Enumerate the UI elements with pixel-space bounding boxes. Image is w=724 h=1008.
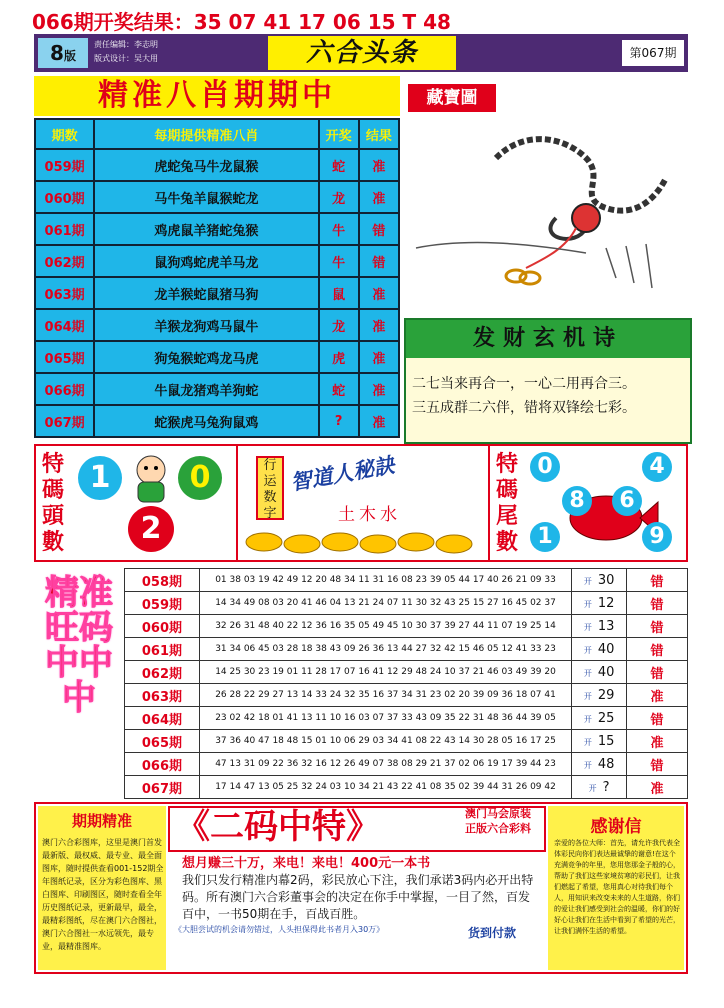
cell-result: 错 bbox=[627, 592, 688, 615]
table-row bbox=[35, 373, 399, 405]
cell-period: 067期 bbox=[35, 405, 94, 437]
cell-numbers: 17 14 47 13 05 25 32 24 03 10 34 21 43 22 41 08 35 02 39 44 31 26 09 42 bbox=[199, 776, 571, 799]
cell-period: 061期 bbox=[125, 638, 200, 661]
cell-numbers: 23 02 42 18 01 41 13 11 10 16 03 07 37 33 43 09 35 22 31 48 36 44 39 05 bbox=[199, 707, 571, 730]
cell-result: 准 bbox=[359, 373, 399, 405]
eight-zodiac-header: 期数 bbox=[35, 119, 94, 149]
table-row bbox=[125, 638, 688, 661]
page-number: 8版 bbox=[38, 38, 88, 68]
table-row bbox=[125, 569, 688, 592]
two-code-title: 《二码中特》 bbox=[176, 807, 380, 847]
cell-period: 067期 bbox=[125, 776, 200, 799]
cell-draw bbox=[572, 592, 627, 615]
open-label: 开 bbox=[583, 714, 592, 724]
draw-value: 29 bbox=[597, 687, 615, 703]
cell-draw bbox=[572, 707, 627, 730]
cell-period: 066期 bbox=[35, 373, 94, 405]
cell-draw bbox=[572, 661, 627, 684]
cell-period: 061期 bbox=[35, 213, 94, 245]
cell-result: 错 bbox=[627, 753, 688, 776]
special-tail-label: 特碼尾數 bbox=[495, 452, 518, 555]
table-row bbox=[35, 341, 399, 373]
tail-ball-6: 9 bbox=[642, 522, 672, 552]
table-row bbox=[125, 776, 688, 799]
designer-line: 版式设计：吴大用 bbox=[94, 54, 158, 63]
eight-zodiac-header: 结果 bbox=[359, 119, 399, 149]
cell-result: 准 bbox=[359, 181, 399, 213]
cell-numbers: 14 34 49 08 03 20 41 46 04 13 21 24 07 11 30 32 43 25 15 27 16 45 02 37 bbox=[199, 592, 571, 615]
left-ad-text: 澳门六合彩图库，这里是澳门首发最新版、最权威、最专业、最全面图库，随时提供查看001-152期全年图纸记录，区分为彩色图库、黑白图库、印刷图区，随时查看全年历史图纸记录，更新最早，最全，最精彩图纸，尽在澳门六合图社，澳门六合图社一水远领先，最专业，最精准图库。 bbox=[42, 838, 164, 951]
thanks-title: 感谢信 bbox=[590, 817, 642, 837]
open-label: 开 bbox=[583, 599, 592, 609]
tail-ball-2: 4 bbox=[642, 452, 672, 482]
poem-title: 发财玄机诗 bbox=[406, 320, 690, 358]
table-row bbox=[125, 592, 688, 615]
table-row bbox=[35, 277, 399, 309]
eight-zodiac-header: 每期提供精准八肖 bbox=[94, 119, 318, 149]
head-ball-3: 2 bbox=[128, 506, 174, 552]
cell-numbers: 32 26 31 48 40 22 12 36 16 35 05 49 45 10 30 37 39 27 44 11 07 19 25 14 bbox=[199, 615, 571, 638]
open-label: 开 bbox=[588, 783, 597, 793]
dragon-illustration bbox=[406, 118, 688, 314]
table-row bbox=[35, 181, 399, 213]
ten-code-side-title: 精准旺码中中中 bbox=[45, 573, 113, 718]
table-row bbox=[125, 707, 688, 730]
table-row bbox=[35, 213, 399, 245]
tail-ball-4: 6 bbox=[612, 486, 642, 516]
cell-result: 准 bbox=[627, 730, 688, 753]
draw-value: 48 bbox=[597, 756, 615, 772]
five-elements: 土木水 bbox=[338, 505, 401, 525]
poem-line-1: 二七当来再合一，一心二用再合三。 bbox=[412, 376, 636, 392]
draw-value: 30 bbox=[597, 572, 615, 588]
cell-zodiacs: 虎蛇兔马牛龙鼠猴 bbox=[94, 149, 318, 181]
eight-zodiac-title: 精准八肖期期中 bbox=[34, 76, 400, 116]
cell-draw: 龙 bbox=[319, 181, 359, 213]
cell-draw bbox=[572, 776, 627, 799]
cell-result: 准 bbox=[359, 405, 399, 437]
eight-zodiac-table bbox=[34, 118, 400, 438]
cell-period: 058期 bbox=[125, 569, 200, 592]
child-illustration bbox=[120, 450, 182, 506]
cell-result: 错 bbox=[359, 245, 399, 277]
table-row bbox=[125, 615, 688, 638]
cell-draw bbox=[572, 638, 627, 661]
poem-text bbox=[412, 372, 688, 420]
cash-on-delivery: 货到付款 bbox=[468, 926, 517, 940]
open-label: 开 bbox=[583, 760, 592, 770]
cell-zodiacs: 蛇猴虎马兔狗鼠鸡 bbox=[94, 405, 318, 437]
cell-period: 064期 bbox=[125, 707, 200, 730]
draw-value: ? bbox=[602, 779, 610, 795]
macau-label bbox=[452, 806, 544, 836]
cell-result: 准 bbox=[627, 776, 688, 799]
cell-numbers: 01 38 03 19 42 49 12 20 48 34 11 31 16 08 23 39 05 44 17 40 26 21 09 33 bbox=[199, 569, 571, 592]
last-draw-result: 066期开奖结果：35 07 41 17 06 15 T 48 bbox=[32, 10, 451, 34]
cell-result: 准 bbox=[359, 309, 399, 341]
head-ball-2: 0 bbox=[178, 456, 222, 500]
cell-result: 错 bbox=[627, 638, 688, 661]
cell-zodiacs: 羊猴龙狗鸡马鼠牛 bbox=[94, 309, 318, 341]
cell-period: 059期 bbox=[35, 149, 94, 181]
cell-draw bbox=[572, 615, 627, 638]
lucky-digit-label: 行运数字 bbox=[256, 456, 284, 520]
cell-period: 059期 bbox=[125, 592, 200, 615]
paper-title: 六合头条 bbox=[268, 36, 456, 70]
draw-value: 40 bbox=[597, 664, 615, 680]
cell-draw bbox=[572, 569, 627, 592]
cell-result: 准 bbox=[359, 277, 399, 309]
thanks-text: 亲爱的各位大师：首先，请允许我代表全体彩民向你们表达最诚挚的谢意!在这个充满竞争的年里，您用您那金子般的心，帮助了我们这些家境贫寒的彩民们，让我们燃起了希望，您用真心对待我们每个人，用知识来改变未来的人生道路，你们的爱让我们感受到社会的温暖，你们的好好心让我们在生活中看到了希望的光芒，让我们满怀生活的希望。 bbox=[554, 839, 680, 935]
zhidao-secret-title: 智道人秘訣 bbox=[288, 453, 397, 495]
cell-numbers: 47 13 31 09 22 36 32 16 12 26 49 07 38 08 29 21 37 02 06 19 17 39 44 23 bbox=[199, 753, 571, 776]
table-row bbox=[35, 405, 399, 437]
draw-value: 25 bbox=[597, 710, 615, 726]
table-row bbox=[35, 245, 399, 277]
open-label: 开 bbox=[583, 645, 592, 655]
table-row bbox=[35, 309, 399, 341]
editor-credits bbox=[94, 38, 158, 66]
tail-ball-1: 0 bbox=[530, 452, 560, 482]
cell-result: 错 bbox=[627, 569, 688, 592]
gold-ingots bbox=[244, 528, 476, 554]
ad-slogan: 《大胆尝试的机会请勿错过，人头担保得此书者月入30万》 bbox=[174, 925, 385, 934]
open-label: 开 bbox=[583, 691, 592, 701]
cell-period: 060期 bbox=[125, 615, 200, 638]
cell-period: 062期 bbox=[125, 661, 200, 684]
ad-main-text: 我们只发行精准内幕2码，彩民放心下注，我们承诺3码内必开出特码。所有澳门六合彩董事会的决定在你手中掌握，一目了然，百发百中，一书50期在手，百战百胜。 bbox=[182, 873, 534, 921]
head-ball-1: 1 bbox=[78, 456, 122, 500]
cell-numbers: 31 34 06 45 03 28 18 38 43 09 26 36 13 44 27 32 42 15 46 05 12 41 33 23 bbox=[199, 638, 571, 661]
ten-code-table bbox=[124, 568, 688, 799]
tail-ball-3: 8 bbox=[562, 486, 592, 516]
table-row bbox=[125, 684, 688, 707]
cell-draw bbox=[572, 730, 627, 753]
earn-line: 想月赚三十万，来电！来电！400元一本书 bbox=[182, 856, 431, 871]
table-row bbox=[125, 753, 688, 776]
cell-period: 065期 bbox=[35, 341, 94, 373]
macau-line-2: 正版六合彩料 bbox=[465, 822, 531, 835]
cell-draw: 虎 bbox=[319, 341, 359, 373]
eight-zodiac-header: 开奖 bbox=[319, 119, 359, 149]
cell-result: 准 bbox=[627, 684, 688, 707]
cell-zodiacs: 鸡虎鼠羊猪蛇兔猴 bbox=[94, 213, 318, 245]
macau-line-1: 澳门马会原装 bbox=[465, 807, 531, 820]
open-label: 开 bbox=[583, 737, 592, 747]
cell-draw: 牛 bbox=[319, 213, 359, 245]
open-label: 开 bbox=[583, 576, 592, 586]
cell-result: 错 bbox=[627, 615, 688, 638]
cell-draw: 蛇 bbox=[319, 373, 359, 405]
issue-number: 第067期 bbox=[622, 40, 684, 66]
cell-draw: 鼠 bbox=[319, 277, 359, 309]
table-row bbox=[125, 661, 688, 684]
editor-line: 责任编辑：李志明 bbox=[94, 40, 158, 49]
table-row bbox=[125, 730, 688, 753]
cell-draw: 牛 bbox=[319, 245, 359, 277]
cell-numbers: 14 25 30 23 19 01 11 28 17 07 16 41 12 29 48 24 10 37 21 46 03 49 39 20 bbox=[199, 661, 571, 684]
cell-draw: 蛇 bbox=[319, 149, 359, 181]
cell-period: 064期 bbox=[35, 309, 94, 341]
draw-value: 12 bbox=[597, 595, 615, 611]
open-label: 开 bbox=[583, 622, 592, 632]
cell-zodiacs: 牛鼠龙猪鸡羊狗蛇 bbox=[94, 373, 318, 405]
cell-result: 错 bbox=[627, 707, 688, 730]
cell-result: 错 bbox=[359, 213, 399, 245]
cell-zodiacs: 狗兔猴蛇鸡龙马虎 bbox=[94, 341, 318, 373]
cell-period: 065期 bbox=[125, 730, 200, 753]
draw-value: 15 bbox=[597, 733, 615, 749]
cell-period: 066期 bbox=[125, 753, 200, 776]
cell-draw: 龙 bbox=[319, 309, 359, 341]
cell-result: 准 bbox=[359, 341, 399, 373]
cell-numbers: 26 28 22 29 27 13 14 33 24 32 35 16 37 34 31 23 02 20 39 09 36 18 07 41 bbox=[199, 684, 571, 707]
left-ad-title: 期期精准 bbox=[71, 812, 132, 830]
special-head-label: 特碼頭數 bbox=[41, 452, 64, 555]
treasure-map-label: 藏寶圖 bbox=[408, 84, 496, 112]
poem-line-2: 三五成群二六伴，错将双锋绘七彩。 bbox=[412, 400, 636, 416]
cell-draw bbox=[572, 753, 627, 776]
cell-result: 准 bbox=[359, 149, 399, 181]
table-row bbox=[35, 149, 399, 181]
open-label: 开 bbox=[583, 668, 592, 678]
cell-draw: ? bbox=[319, 405, 359, 437]
cell-period: 063期 bbox=[125, 684, 200, 707]
draw-value: 40 bbox=[597, 641, 615, 657]
cell-period: 062期 bbox=[35, 245, 94, 277]
cell-numbers: 37 36 40 47 18 48 15 01 10 06 29 03 34 41 08 22 43 14 30 28 05 16 17 25 bbox=[199, 730, 571, 753]
cell-result: 错 bbox=[627, 661, 688, 684]
draw-value: 13 bbox=[597, 618, 615, 634]
tail-ball-5: 1 bbox=[530, 522, 560, 552]
cell-zodiacs: 马牛兔羊鼠猴蛇龙 bbox=[94, 181, 318, 213]
cell-draw bbox=[572, 684, 627, 707]
cell-zodiacs: 鼠狗鸡蛇虎羊马龙 bbox=[94, 245, 318, 277]
cell-period: 060期 bbox=[35, 181, 94, 213]
cell-zodiacs: 龙羊猴蛇鼠猪马狗 bbox=[94, 277, 318, 309]
cell-period: 063期 bbox=[35, 277, 94, 309]
